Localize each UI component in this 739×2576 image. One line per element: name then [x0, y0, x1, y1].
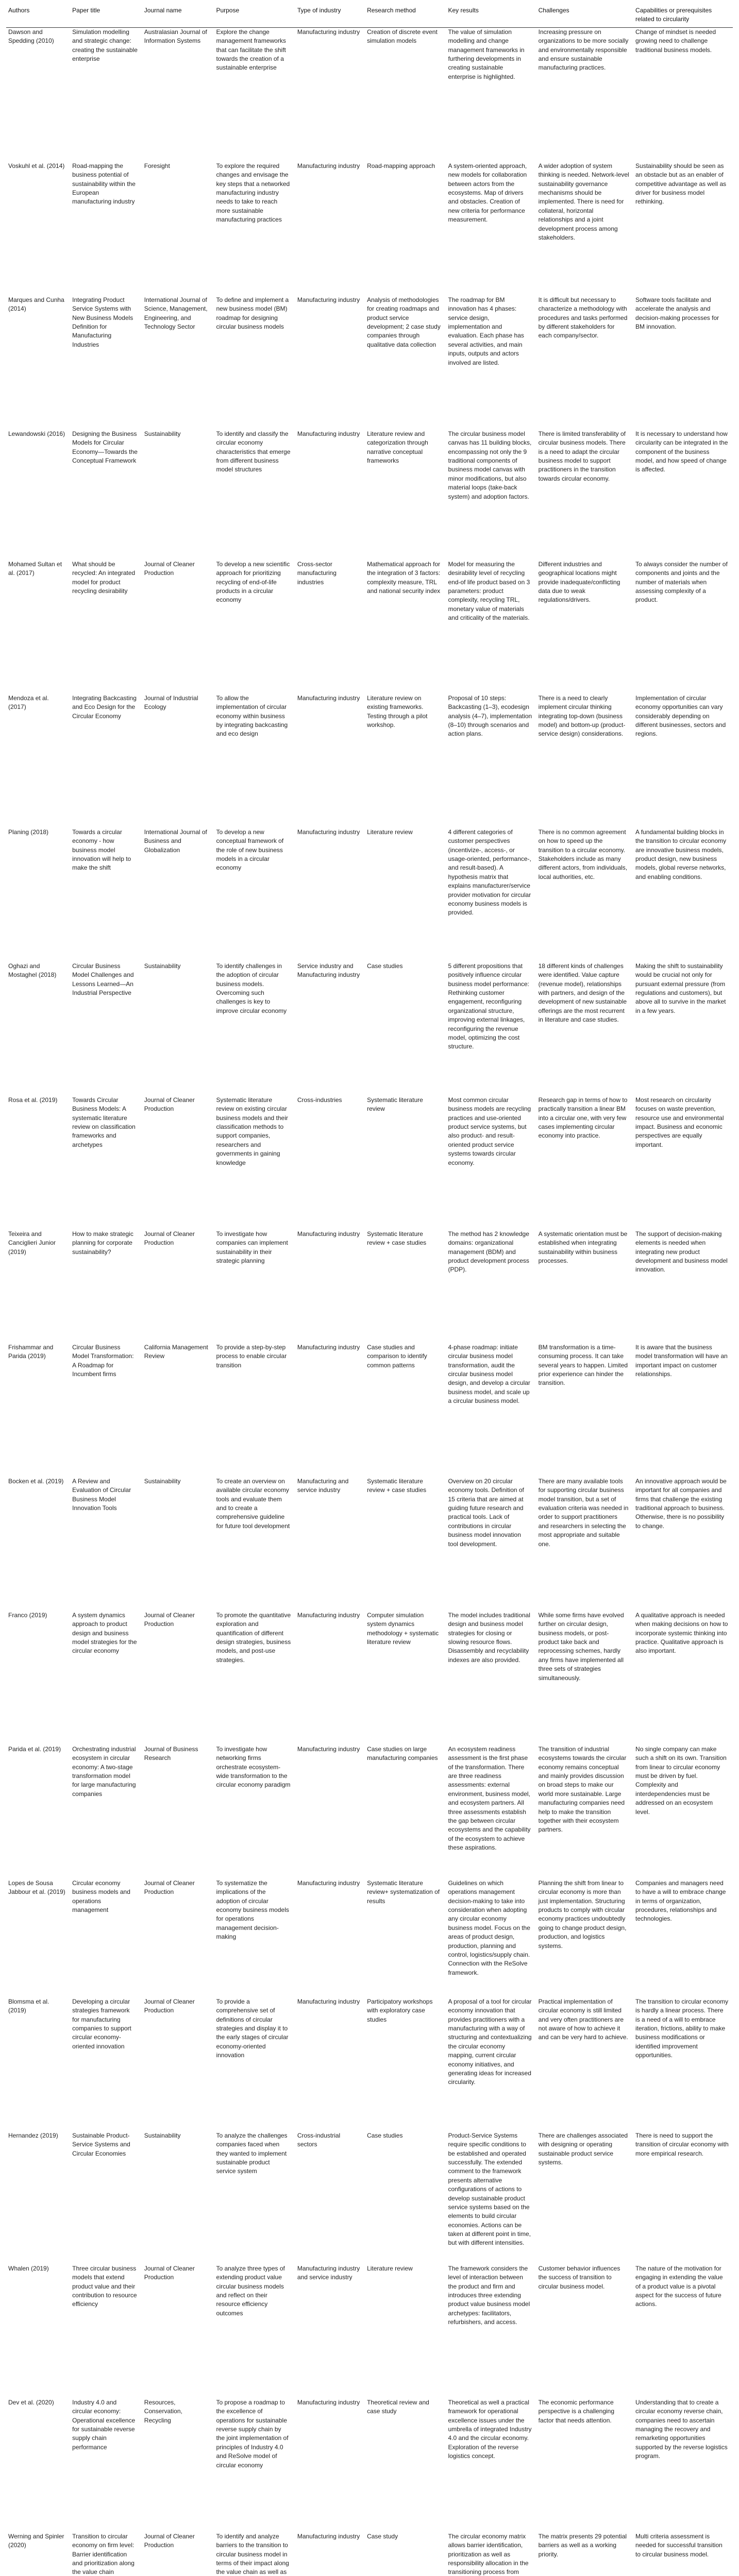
cell-journal: Journal of Business Research	[144, 1745, 198, 1762]
cell-challenges: There are many available tools for supporting circular business model transition, but a set of evaluation criteria was needed in order to support practitioners and researchers in selecting the most appropriate and suitable one.	[538, 1477, 629, 1548]
cell-results: Product-Service Systems require specific conditions to be established and operated successfully. The extended comment to the framework presents alternative configurations of actions to develop sustainable product service systems based on the elements to build circular economies. Actions can be taken at different point in time, but with different intensities.	[448, 2131, 531, 2247]
header-authors: Authors	[6, 5, 70, 27]
cell-challenges: Practical implementation of circular economy is still limited and very often practitioners are not aware of how to achieve it and can be very hard to achieve.	[538, 1997, 628, 2041]
cell-industry: Manufacturing industry	[297, 828, 360, 836]
cell-capabilities: The nature of the motivation for engaging in extending the value of a product value is a pivotal aspect for the success of future actions.	[635, 2264, 723, 2308]
cell-industry: Cross-sector manufacturing industries	[297, 560, 337, 586]
cell-purpose: To develop a new conceptual framework of the role of new business models in a circular economy	[216, 828, 284, 872]
cell-authors: Dawson and Spedding (2010)	[8, 28, 54, 45]
cell-title: Orchestrating industrial ecosystem in circular economy: A two-stage transformation model for large manufacturing companies	[72, 1745, 136, 1798]
cell-purpose: To identify challenges in the adoption of circular business models. Overcoming such challenges is key to improve circular economy	[216, 962, 287, 1014]
cell-industry: Manufacturing industry	[297, 296, 360, 303]
cell-method: Analysis of methodologies for creating roadmaps and product service development; 2 case study companies through qualitative data collection	[367, 296, 441, 348]
cell-industry: Manufacturing industry	[297, 694, 360, 702]
cell-authors: Franco (2019)	[8, 1611, 47, 1619]
cell-authors: Bocken et al. (2019)	[8, 1477, 64, 1485]
cell-authors: Teixeira and Canciglieri Junior (2019)	[8, 1230, 56, 1256]
cell-purpose: To propose a roadmap to the excellence of operations for sustainable reverse supply chain by the joint implementation of principles of Industry 4.0 and ReSolve model of circular economy	[216, 2398, 289, 2469]
cell-title: A system dynamics approach to product design and business model strategies for the circular economy	[72, 1611, 137, 1655]
header-capabilities: Capabilities or prerequisites related to circularity	[633, 5, 733, 27]
cell-journal: Sustainability	[144, 2131, 181, 2139]
cell-title: What should be recycled: An integrated model for product recycling desirability	[72, 560, 136, 595]
cell-title: Sustainable Product-Service Systems and Circular Economies	[72, 2131, 130, 2157]
cell-method: Systematic literature review	[367, 1096, 423, 1113]
cell-journal: Sustainability	[144, 1477, 181, 1485]
cell-authors: Dev et al. (2020)	[8, 2398, 54, 2406]
cell-title: Three circular business models that extend product value and their contribution to resource efficiency	[72, 2264, 137, 2308]
table-header	[6, 5, 733, 27]
cell-capabilities: No single company can make such a shift on its own. Transition from linear to circular economy must be driven by fuel. Complexity and interdependencies must be addressed on an ecosystem level.	[635, 1745, 727, 1816]
cell-industry: Manufacturing industry	[297, 1997, 360, 2005]
cell-method: Case study	[365, 2532, 446, 2576]
cell-purpose: To provide a comprehensive set of definitions of circular strategies and display it to the early stages of circular economy-oriented innovation	[216, 1997, 289, 2059]
cell-results: Model for measuring the desirability level of recycling end-of life product based on 3 parameters: product complexity, recycling TRL, monetary value of materials and criticality of the materials.	[448, 560, 530, 622]
cell-challenges: Customer behavior influences the success of transition to circular business model.	[538, 2264, 620, 2290]
header-purpose: Purpose	[214, 5, 295, 27]
table-row	[6, 162, 733, 296]
cell-results: The roadmap for BM innovation has 4 phases: service design, implementation and evaluation. Each phase has several activities, and main inputs, outputs and actors involved are listed.	[448, 296, 524, 366]
cell-title: Towards Circular Business Models: A systematic literature review on classification frameworks and archetypes	[72, 1096, 136, 1148]
cell-capabilities: Understanding that to create a circular economy reverse chain, companies need to ascertain managing the recovery and remarketing opportunities supported by the reverse logistics program.	[635, 2398, 728, 2460]
cell-authors: Rosa et al. (2019)	[8, 1096, 58, 1104]
cell-authors: Oghazi and Mostaghel (2018)	[8, 962, 57, 979]
cell-journal: Foresight	[144, 162, 170, 170]
cell-title: Towards a circular economy - how business model innovation will help to make the shift	[72, 828, 131, 872]
cell-method: Case studies	[367, 962, 403, 970]
cell-purpose: To create an overview on available circular economy tools and evaluate them and to create a comprehensive guideline for future tool development	[216, 1477, 290, 1530]
cell-title: How to make strategic planning for corporate sustainability?	[72, 1230, 133, 1256]
cell-results: The method has 2 knowledge domains: organizational management (BDM) and product development process (PDP).	[448, 1230, 529, 1274]
cell-capabilities: It is aware that the business model transformation will have an important impact on customer relationships.	[635, 1343, 728, 1378]
table-row	[6, 1745, 733, 1879]
cell-purpose: To develop a new scientific approach for prioritizing recycling of end-of-life products in a circular economy	[216, 560, 290, 604]
cell-journal: Resources, Conservation, Recycling	[144, 2398, 182, 2424]
cell-title: Industry 4.0 and circular economy: Operational excellence for sustainable reverse supply chain performance	[72, 2398, 136, 2451]
cell-industry: Manufacturing industry	[297, 162, 360, 170]
cell-purpose: Systematic literature review on existing circular business models and their classification methods to support companies, researchers and governments in gaining knowledge	[216, 1096, 288, 1166]
table-row	[6, 1096, 733, 1230]
cell-capabilities: Sustainability should be seen as an obstacle but as an enabler of competitive advantage as well as driver for business model rethinking.	[635, 162, 727, 206]
cell-results: An ecosystem readiness assessment is the first phase of the transformation. There are three readiness assessments: external environment, business model, and ecosystem partners. All three assessments establish the gap between circular ecosystems and the capability of the ecosystem to achieve these aspirations.	[448, 1745, 531, 1852]
cell-challenges: There is limited transferability of circular business models. There is a need to adapt the circular business model to support practitioners in the transition towards circular economy.	[538, 430, 626, 482]
cell-results: A proposal of a tool for circular economy innovation that provides practitioners with a manufacturing with a way of structuring and contextualizing the circular economy mapping, current circular economy initiatives, and generating ideas for increased circularity.	[448, 1997, 532, 2086]
cell-method: Systematic literature review + case studies	[367, 1477, 427, 1494]
table-row	[6, 1230, 733, 1343]
cell-title: Integrating Product Service Systems with New Business Models Definition for Manufacturing Industries	[72, 296, 133, 348]
cell-industry: Manufacturing industry	[297, 430, 360, 437]
cell-capabilities: A fundamental building blocks in the transition to circular economy are innovative business models, product design, new business models, global reverse networks, and enabling conditions.	[635, 828, 727, 880]
cell-results: The framework considers the level of interaction between the product and firm and introduces three extending product value business model archetypes: facilitators, refurbishers, and access.	[448, 2264, 530, 2326]
cell-capabilities: It is necessary to understand how circularity can be integrated in the component of the business model, and how speed of change is affected.	[635, 430, 728, 473]
cell-challenges: There is no common agreement on how to speed up the transition to a circular economy. Stakeholders include as many different actors, from individuals, local authorities, etc.	[538, 828, 628, 880]
cell-method: Participatory workshops with exploratory case studies	[367, 1997, 433, 2023]
cell-journal: Journal of Industrial Ecology	[144, 694, 198, 711]
cell-industry: Manufacturing industry	[297, 2398, 360, 2406]
cell-purpose: To provide a step-by-step process to enable circular transition	[216, 1343, 287, 1369]
table-row	[6, 1611, 733, 1745]
table-row	[6, 1477, 733, 1611]
cell-method: Case studies and comparison to identify common patterns	[367, 1343, 427, 1369]
table-row	[6, 2131, 733, 2264]
cell-journal: Sustainability	[144, 430, 181, 437]
cell-method: Literature review	[367, 2264, 413, 2272]
cell-capabilities: Making the shift to sustainability would be crucial not only for pursuant external pressure (from regulations and customers), but above all to survive in the market in a few years.	[635, 962, 726, 1014]
cell-title: Transition to circular economy on firm level: Barrier identification and prioritization along the value chain	[70, 2532, 142, 2576]
cell-challenges: The matrix presents 29 potential barriers as well as a working priority.	[536, 2532, 633, 2576]
cell-method: Systematic literature review+ systematization of results	[367, 1879, 440, 1905]
cell-results: The value of simulation modelling and change management frameworks in furthering developments in creating sustainable enterprise is highlighted.	[448, 28, 525, 80]
table-row	[6, 1997, 733, 2131]
table-row	[6, 2398, 733, 2532]
cell-purpose: To analyze three types of extending product value circular business models and reflect on their resource efficiency outcomes	[216, 2264, 285, 2317]
cell-results: 4 different categories of customer perspectives (incentivize-, access-, or usage-oriented, performance-, and result-based). A hypothesis matrix that explains manufacturer/service provider motivation for circular economy business models is provided.	[448, 828, 531, 917]
cell-title: Circular Business Model Challenges and Lessons Learned—An Industrial Perspective	[72, 962, 134, 996]
table-row	[6, 2264, 733, 2398]
header-type-of-industry: Type of industry	[295, 5, 365, 27]
cell-journal: Journal of Cleaner Production	[144, 560, 195, 577]
cell-method: Creation of discrete event simulation models	[367, 28, 438, 45]
cell-authors: Marques and Cunha (2014)	[8, 296, 64, 313]
table-row	[6, 27, 733, 162]
cell-capabilities: Implementation of circular economy opportunities can vary considerably depending on different businesses, sectors and regions.	[635, 694, 726, 738]
cell-title: Simulation modelling and strategic change: creating the sustainable enterprise	[72, 28, 138, 62]
cell-industry: Manufacturing industry	[297, 1343, 360, 1351]
cell-journal: International Journal of Business and Globalization	[144, 828, 207, 854]
cell-authors: Planing (2018)	[8, 828, 49, 836]
cell-capabilities: To always consider the number of components and joints and the number of materials when assessing complexity of a product.	[635, 560, 728, 604]
cell-industry: Manufacturing industry	[297, 1745, 360, 1753]
cell-challenges: A systematic orientation must be established when integrating sustainability within business processes.	[538, 1230, 628, 1264]
cell-purpose: To systematize the implications of the adoption of circular economy business models for operations management decision-making	[216, 1879, 289, 1941]
cell-industry: Manufacturing and service industry	[297, 1477, 349, 1494]
cell-challenges: There is a need to clearly implement circular thinking integrating top-down (business model) and bottom-up (product-service design) considerations.	[538, 694, 626, 738]
cell-authors: Werning and Spinler (2020)	[6, 2532, 70, 2576]
cell-challenges: BM transformation is a time-consuming process. It can take several years to happen. Limited prior experience can hinder the transition.	[538, 1343, 628, 1387]
cell-title: Developing a circular strategies framework for manufacturing companies to support circular economy-oriented innovation	[72, 1997, 131, 2050]
cell-industry: Manufacturing industry	[297, 1230, 360, 1238]
cell-industry: Cross-industries	[297, 1096, 342, 1104]
cell-industry: Cross-industrial sectors	[297, 2131, 341, 2148]
cell-capabilities: Multi criteria assessment is needed for successful transition to circular business model.	[633, 2532, 733, 2576]
table-row	[6, 1879, 733, 1997]
cell-journal: Journal of Cleaner Production	[144, 1997, 195, 2014]
cell-title: A Review and Evaluation of Circular Business Model Innovation Tools	[72, 1477, 131, 1512]
cell-journal: Journal of Cleaner Production	[144, 1879, 195, 1896]
cell-authors: Mohamed Sultan et al. (2017)	[8, 560, 62, 577]
header-key-results: Key results	[446, 5, 536, 27]
table-row	[6, 694, 733, 828]
cell-authors: Lopes de Sousa Jabbour et al. (2019)	[8, 1879, 65, 1896]
cell-purpose: To define and implement a new business model (BM) roadmap for designing circular business models	[216, 296, 289, 330]
cell-challenges: 18 different kinds of challenges were identified. Value capture (revenue model), relationships with partners, and design of the development of new sustainable offerings are the most recurrent in literature and case studies.	[538, 962, 627, 1024]
table-row	[6, 296, 733, 430]
cell-results: Proposal of 10 steps: Backcasting (1–3), ecodesign analysis (4–7), implementation (8–10) through scenarios and action plans.	[448, 694, 532, 738]
cell-authors: Lewandowski (2016)	[8, 430, 65, 437]
cell-journal: International Journal of Science, Management, Engineering, and Technology Sector	[144, 296, 208, 330]
cell-capabilities: Most research on circularity focuses on waste prevention, resource use and environmental impact. Business and economic perspectives are equally important.	[635, 1096, 724, 1148]
table-row	[6, 962, 733, 1096]
cell-results: Guidelines on which operations management decision-making to take into consideration when adopting any circular economy business model. Focus on the areas of product design, production, planning and control, logistics/supply chain. Connection with the ReSolve framework.	[448, 1879, 530, 1976]
cell-authors: Parida et al. (2019)	[8, 1745, 61, 1753]
cell-results: 4-phase roadmap: initiate circular business model transformation, audit the circular business model design, and develop a circular business model, and scale up a circular business model.	[448, 1343, 530, 1405]
table-row	[6, 828, 733, 962]
cell-industry: Manufacturing industry	[297, 28, 360, 36]
cell-results: Theoretical as well a practical framework for operational excellence issues under the umbrella of integrated Industry 4.0 and the circular economy. Exploration of the reverse logistics concept.	[448, 2398, 532, 2460]
cell-method: Road-mapping approach	[367, 162, 435, 170]
cell-purpose: To allow the implementation of circular economy within business by integrating backcasting and eco design	[216, 694, 288, 738]
cell-method: Theoretical review and case study	[367, 2398, 429, 2415]
cell-journal: Sustainability	[144, 962, 181, 970]
cell-challenges: A wider adoption of system thinking is needed. Network-level sustainability governance mechanisms should be implemented. There is need for collateral, horizontal relationships and a joint development process among stakeholders.	[538, 162, 629, 241]
cell-title: Road-mapping the business potential of sustainability within the European manufacturing industry	[72, 162, 136, 206]
cell-authors: Blomsma et al. (2019)	[8, 1997, 49, 2014]
cell-title: Designing the Business Models for Circular Economy—Towards the Conceptual Framework	[72, 430, 138, 464]
cell-industry: Manufacturing industry	[297, 1879, 360, 1887]
cell-challenges: Research gap in terms of how to practically transition a linear BM into a circular one, with very few cases implementing circular economy into practice.	[538, 1096, 628, 1140]
cell-authors: Hernandez (2019)	[8, 2131, 58, 2139]
cell-purpose: To promote the quantitative exploration and quantification of different design strategies, business models, and post-use strategies.	[216, 1611, 291, 1664]
cell-challenges: The economic performance perspective is a challenging factor that needs attention.	[538, 2398, 615, 2424]
cell-results: The circular business model canvas has 11 building blocks, encompassing not only the 9 traditional components of business model canvas with minor modifications, but also material loops (take-back system) and adoption factors.	[448, 430, 532, 500]
cell-method: Mathematical approach for the integration of 3 factors: complexity measure, TRL and national security index	[367, 560, 441, 595]
cell-challenges: Increasing pressure on organizations to be more socially and environmentally responsible and ensure sustainable manufacturing practices.	[538, 28, 629, 72]
cell-results: Overview on 20 circular economy tools. Definition of 15 criteria that are aimed at guiding future research and practical tools. Lack of contributions in circular business model innovation tool development.	[448, 1477, 524, 1548]
cell-results: 5 different propositions that positively influence circular business model performance: Rethinking customer engagement, reconfiguring organizational structure, improving external linkages, reconfiguring the revenue model, optimizing the cost structure.	[448, 962, 529, 1050]
cell-results: Most common circular business models are recycling practices and use-oriented product service systems, but also product- and result-oriented product service systems towards circular economy.	[448, 1096, 531, 1166]
cell-capabilities: A qualitative approach is needed when making decisions on how to incorporate systemic thinking into practice. Qualitative approach is also important.	[635, 1611, 728, 1655]
cell-method: Literature review and categorization through narrative conceptual frameworks	[367, 430, 428, 464]
cell-title: Circular economy business models and operations management	[72, 1879, 130, 1913]
table-body	[6, 27, 733, 2576]
header-research-method: Research method	[365, 5, 446, 27]
cell-journal: Journal of Cleaner Production	[144, 1230, 195, 1247]
cell-capabilities: There is need to support the transition of circular economy with more empirical research.	[635, 2131, 729, 2157]
cell-title: Circular Business Model Transformation: A Roadmap for Incumbent firms	[72, 1343, 134, 1378]
cell-journal: Journal of Cleaner Production	[144, 1611, 195, 1628]
cell-industry: Manufacturing industry and service industry	[297, 2264, 360, 2281]
table-row	[6, 560, 733, 694]
cell-method: Case studies on large manufacturing companies	[367, 1745, 438, 1762]
cell-capabilities: An innovative approach would be important for all companies and firms that challenge the existing traditional approach to business. Otherwise, there is no possibility to change.	[635, 1477, 727, 1530]
cell-challenges: While some firms have evolved further on circular design, business models, or post-product take back and reprocessing schemes, hardly any firms have implemented all three sets of strategies simultaneously.	[538, 1611, 624, 1682]
cell-capabilities: The support of decision-making elements is needed when integrating new product development and business model innovation.	[635, 1230, 728, 1274]
header-challenges: Challenges	[536, 5, 633, 27]
header-paper-title: Paper title	[70, 5, 142, 27]
cell-journal: Journal of Cleaner Production	[144, 2264, 195, 2281]
cell-journal: Journal of Cleaner Production	[142, 2532, 214, 2576]
cell-challenges: There are challenges associated with designing or operating sustainable product service systems.	[538, 2131, 628, 2166]
cell-authors: Mendoza et al. (2017)	[8, 694, 49, 711]
cell-method: Literature review	[367, 828, 413, 836]
cell-purpose: To identify and analyze barriers to the transition to circular business model in terms of their impact along the value chain as well as	[214, 2532, 295, 2576]
cell-method: Case studies	[367, 2131, 403, 2139]
cell-purpose: To investigate how companies can implement sustainability in their strategic planning	[216, 1230, 288, 1264]
cell-industry: Service industry and Manufacturing industry	[297, 962, 360, 979]
cell-purpose: To analyze the challenges companies faced when they wanted to implement sustainable product service system	[216, 2131, 288, 2175]
cell-method: Systematic literature review + case studies	[367, 1230, 427, 1247]
cell-challenges: Planning the shift from linear to circular economy is more than just implementation. Structuring products to comply with circular economy practices undoubtedly going to change product design, production, and logistics systems.	[538, 1879, 627, 1950]
cell-authors: Voskuhl et al. (2014)	[8, 162, 65, 170]
cell-purpose: To investigate how networking firms orchestrate ecosystem-wide transformation to the circular economy paradigm	[216, 1745, 291, 1789]
table-row	[6, 430, 733, 560]
cell-challenges: The transition of industrial ecosystems towards the circular economy remains conceptual and mainly provides discussion on broad steps to make our world more sustainable. Large manufacturing companies need help to make the transition together with their ecosystem partners.	[538, 1745, 627, 1834]
cell-method: Literature review on existing frameworks. Testing through a pilot workshop.	[367, 694, 428, 728]
cell-purpose: To identify and classify the circular economy characteristics that emerge from different business model structures	[216, 430, 291, 473]
literature-review-table	[6, 5, 733, 2576]
cell-method: Computer simulation system dynamics methodology + systematic literature review	[367, 1611, 439, 1646]
cell-challenges: Different industries and geographical locations might provide inadequate/conflicting data due to weak regulations/drivers.	[538, 560, 620, 604]
cell-capabilities: Software tools facilitate and accelerate the analysis and decision-making processes for BM innovation.	[635, 296, 719, 330]
cell-journal: Australasian Journal of Information Systems	[144, 28, 207, 45]
cell-results: The circular economy matrix allows barrier identification, prioritization as well as responsibility allocation in the transitioning process from	[446, 2532, 536, 2576]
cell-results: A system-oriented approach, new models for collaboration between actors from the ecosystems. Map of drivers and obstacles. Creation of new criteria for performance measurement.	[448, 162, 527, 224]
cell-capabilities: Companies and managers need to have a will to embrace change in terms of organization, procedures, relationships and technologies.	[635, 1879, 726, 1923]
cell-purpose: Explore the change management frameworks that can facilitate the shift towards the creation of a sustainable enterprise	[216, 28, 286, 72]
cell-capabilities: The transition to circular economy is hardly a linear process. There is a need of a will to embrace iteration, frictions, ability to make business modifications or identified improvement opportunities.	[635, 1997, 729, 2059]
cell-title: Integrating Backcasting and Eco Design for the Circular Economy	[72, 694, 137, 720]
cell-challenges: It is difficult but necessary to characterize a methodology with procedures and tasks performed by different stakeholders for each company/sector.	[538, 296, 628, 340]
cell-authors: Frishammar and Parida (2019)	[8, 1343, 54, 1360]
cell-results: The model includes traditional design and business model strategies for closing or slowing resource flows. Disassembly and recyclability indexes are also provided.	[448, 1611, 530, 1664]
cell-journal: Journal of Cleaner Production	[144, 1096, 195, 1113]
cell-journal: California Management Review	[144, 1343, 208, 1360]
cell-authors: Whalen (2019)	[8, 2264, 49, 2272]
cell-industry: Manufacturing industry	[295, 2532, 365, 2576]
table-row	[6, 2532, 733, 2576]
table-row	[6, 1343, 733, 1477]
cell-capabilities: Change of mindset is needed growing need to challenge traditional business models.	[635, 28, 716, 54]
header-journal-name: Journal name	[142, 5, 214, 27]
cell-purpose: To explore the required changes and envisage the key steps that a networked manufacturing industry needs to take to reach more sustainable manufacturing practices	[216, 162, 290, 224]
cell-industry: Manufacturing industry	[297, 1611, 360, 1619]
